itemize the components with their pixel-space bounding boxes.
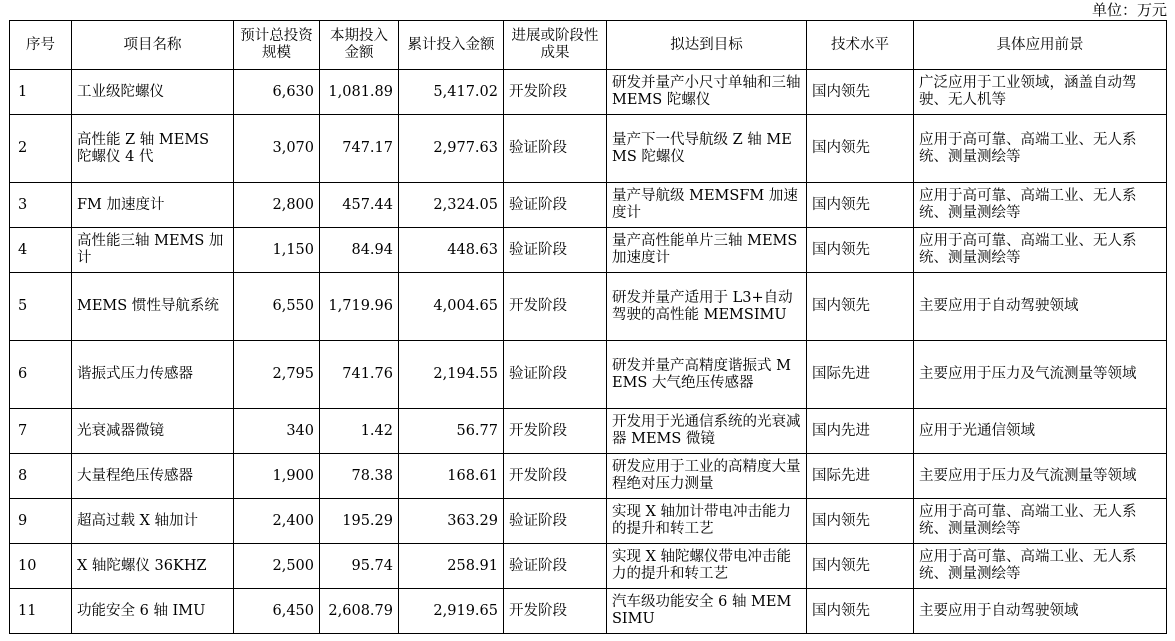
cell-name: 高性能三轴 MEMS 加计 [72, 228, 234, 273]
cell-total: 6,550 [234, 273, 320, 341]
cell-level: 国内先进 [807, 409, 914, 454]
cell-phase: 开发阶段 [504, 70, 607, 115]
cell-phase: 开发阶段 [504, 273, 607, 341]
header-name: 项目名称 [72, 21, 234, 70]
header-no: 序号 [10, 21, 72, 70]
cell-current: 78.38 [320, 454, 399, 499]
cell-level: 国内领先 [807, 273, 914, 341]
rd-projects-table [9, 20, 1167, 634]
cell-cumulative: 5,417.02 [399, 70, 504, 115]
cell-current: 741.76 [320, 341, 399, 409]
cell-current: 1,081.89 [320, 70, 399, 115]
header-cumulative: 累计投入金额 [399, 21, 504, 70]
cell-application: 应用于高可靠、高端工业、无人系统、测量测绘等 [914, 499, 1167, 544]
cell-no: 5 [10, 273, 72, 341]
cell-level: 国内领先 [807, 499, 914, 544]
cell-application: 主要应用于自动驾驶领域 [914, 589, 1167, 634]
cell-goal: 实现 X 轴加计带电冲击能力的提升和转工艺 [607, 499, 807, 544]
cell-total: 6,450 [234, 589, 320, 634]
cell-current: 84.94 [320, 228, 399, 273]
cell-level: 国内领先 [807, 70, 914, 115]
cell-level: 国内领先 [807, 544, 914, 589]
cell-name: 工业级陀螺仪 [72, 70, 234, 115]
cell-name: MEMS 惯性导航系统 [72, 273, 234, 341]
cell-goal: 实现 X 轴陀螺仪带电冲击能力的提升和转工艺 [607, 544, 807, 589]
cell-total: 1,150 [234, 228, 320, 273]
cell-goal: 开发用于光通信系统的光衰减器 MEMS 微镜 [607, 409, 807, 454]
table-row [10, 70, 1167, 115]
cell-phase: 验证阶段 [504, 544, 607, 589]
cell-goal: 量产导航级 MEMSFM 加速度计 [607, 183, 807, 228]
cell-level: 国内领先 [807, 228, 914, 273]
cell-total: 1,900 [234, 454, 320, 499]
cell-level: 国内领先 [807, 589, 914, 634]
cell-cumulative: 363.29 [399, 499, 504, 544]
cell-application: 广泛应用于工业领域，涵盖自动驾驶、无人机等 [914, 70, 1167, 115]
cell-total: 2,400 [234, 499, 320, 544]
table-row [10, 228, 1167, 273]
cell-application: 应用于高可靠、高端工业、无人系统、测量测绘等 [914, 115, 1167, 183]
cell-cumulative: 2,324.05 [399, 183, 504, 228]
cell-goal: 量产高性能单片三轴 MEMS 加速度计 [607, 228, 807, 273]
cell-level: 国内领先 [807, 115, 914, 183]
cell-no: 1 [10, 70, 72, 115]
cell-name: 大量程绝压传感器 [72, 454, 234, 499]
cell-goal: 研发并量产高精度谐振式 MEMS 大气绝压传感器 [607, 341, 807, 409]
cell-name: 谐振式压力传感器 [72, 341, 234, 409]
cell-level: 国际先进 [807, 454, 914, 499]
cell-total: 2,795 [234, 341, 320, 409]
cell-application: 主要应用于压力及气流测量等领域 [914, 341, 1167, 409]
cell-level: 国际先进 [807, 341, 914, 409]
cell-application: 主要应用于压力及气流测量等领域 [914, 454, 1167, 499]
table-row [10, 409, 1167, 454]
cell-no: 7 [10, 409, 72, 454]
cell-phase: 验证阶段 [504, 341, 607, 409]
header-current: 本期投入金额 [320, 21, 399, 70]
cell-total: 6,630 [234, 70, 320, 115]
cell-name: 高性能 Z 轴 MEMS 陀螺仪 4 代 [72, 115, 234, 183]
cell-no: 8 [10, 454, 72, 499]
table-row [10, 273, 1167, 341]
cell-application: 主要应用于自动驾驶领域 [914, 273, 1167, 341]
header-level: 技术水平 [807, 21, 914, 70]
cell-application: 应用于光通信领域 [914, 409, 1167, 454]
table-row [10, 115, 1167, 183]
table-row [10, 589, 1167, 634]
cell-cumulative: 258.91 [399, 544, 504, 589]
cell-goal: 研发并量产小尺寸单轴和三轴 MEMS 陀螺仪 [607, 70, 807, 115]
cell-no: 2 [10, 115, 72, 183]
cell-cumulative: 4,004.65 [399, 273, 504, 341]
cell-total: 2,800 [234, 183, 320, 228]
cell-phase: 开发阶段 [504, 589, 607, 634]
cell-application: 应用于高可靠、高端工业、无人系统、测量测绘等 [914, 544, 1167, 589]
cell-current: 2,608.79 [320, 589, 399, 634]
cell-cumulative: 2,977.63 [399, 115, 504, 183]
cell-level: 国内领先 [807, 183, 914, 228]
cell-total: 2,500 [234, 544, 320, 589]
cell-cumulative: 168.61 [399, 454, 504, 499]
cell-phase: 验证阶段 [504, 228, 607, 273]
cell-no: 6 [10, 341, 72, 409]
cell-no: 9 [10, 499, 72, 544]
unit-label: 单位：万元 [1091, 1, 1167, 19]
cell-cumulative: 448.63 [399, 228, 504, 273]
cell-name: 超高过载 X 轴加计 [72, 499, 234, 544]
header-phase: 进展或阶段性成果 [504, 21, 607, 70]
header-application: 具体应用前景 [914, 21, 1167, 70]
cell-application: 应用于高可靠、高端工业、无人系统、测量测绘等 [914, 183, 1167, 228]
cell-phase: 验证阶段 [504, 115, 607, 183]
cell-current: 1.42 [320, 409, 399, 454]
cell-phase: 开发阶段 [504, 454, 607, 499]
cell-cumulative: 2,919.65 [399, 589, 504, 634]
cell-cumulative: 2,194.55 [399, 341, 504, 409]
cell-no: 11 [10, 589, 72, 634]
cell-name: 功能安全 6 轴 IMU [72, 589, 234, 634]
cell-current: 195.29 [320, 499, 399, 544]
cell-application: 应用于高可靠、高端工业、无人系统、测量测绘等 [914, 228, 1167, 273]
table-row [10, 341, 1167, 409]
cell-total: 340 [234, 409, 320, 454]
cell-name: 光衰减器微镜 [72, 409, 234, 454]
cell-name: X 轴陀螺仪 36KHZ [72, 544, 234, 589]
cell-goal: 研发应用于工业的高精度大量程绝对压力测量 [607, 454, 807, 499]
table-header-row [10, 21, 1167, 70]
table-row [10, 544, 1167, 589]
cell-goal: 汽车级功能安全 6 轴 MEMSIMU [607, 589, 807, 634]
cell-phase: 验证阶段 [504, 499, 607, 544]
header-total: 预计总投资规模 [234, 21, 320, 70]
cell-no: 3 [10, 183, 72, 228]
table-row [10, 499, 1167, 544]
cell-no: 10 [10, 544, 72, 589]
cell-phase: 验证阶段 [504, 183, 607, 228]
header-goal: 拟达到目标 [607, 21, 807, 70]
table-row [10, 183, 1167, 228]
cell-cumulative: 56.77 [399, 409, 504, 454]
cell-current: 457.44 [320, 183, 399, 228]
cell-current: 95.74 [320, 544, 399, 589]
cell-total: 3,070 [234, 115, 320, 183]
cell-current: 1,719.96 [320, 273, 399, 341]
cell-goal: 研发并量产适用于 L3+自动驾驶的高性能 MEMSIMU [607, 273, 807, 341]
cell-no: 4 [10, 228, 72, 273]
cell-current: 747.17 [320, 115, 399, 183]
table-row [10, 454, 1167, 499]
cell-phase: 开发阶段 [504, 409, 607, 454]
cell-name: FM 加速度计 [72, 183, 234, 228]
cell-goal: 量产下一代导航级 Z 轴 MEMS 陀螺仪 [607, 115, 807, 183]
